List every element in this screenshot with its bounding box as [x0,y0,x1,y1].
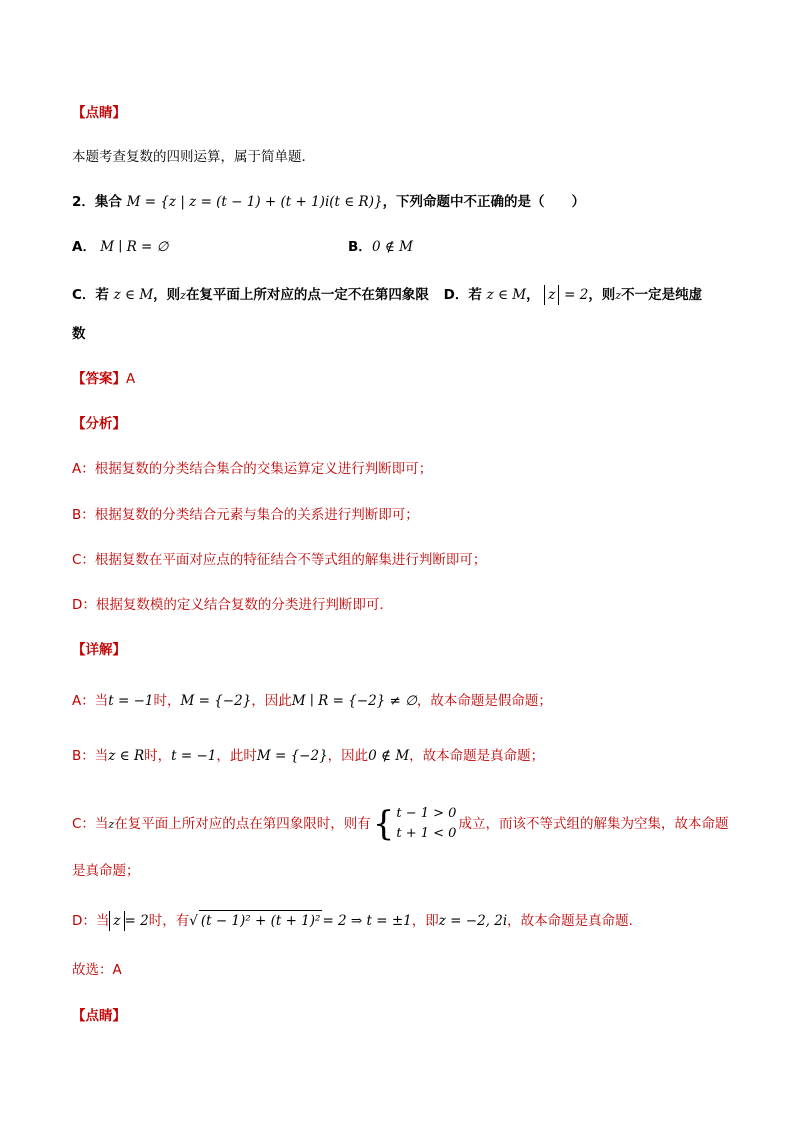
dianjing-heading-top [72,103,126,123]
fenxi-heading: 【分析】 [72,416,126,432]
xiangjie-heading: 【详解】 [72,642,126,658]
answer-value: A [126,371,136,387]
option-b-expr: 0 ∉ M [372,239,413,255]
conclusion: 故选：A [72,962,122,978]
set-expression: M = {z | z = (t − 1) + (t + 1)i(t ∈ R)} [126,194,383,210]
dianjing-tag: 【点睛】 [72,105,126,121]
dianjing-heading-bottom: 【点睛】 [72,1008,126,1024]
options-ab: A． M ∣ R = ∅ B． 0 ∉ M [72,239,413,255]
detail-b: B：当z ∈ R时，t = −1，此时M = {−2}，因此0 ∉ M，故本命题是真命题； [72,748,545,764]
question-stem: 2．集合 M = {z | z = (t − 1) + (t + 1)i(t ∈ R)}，下列命题中不正确的是（ ） [72,194,586,210]
detail-d: D：当 z = 2时，有√ (t − 1)² + (t + 1)² = 2 ⇒ t = ±1，即z = −2, 2i，故本命题是真命题. [72,910,633,931]
answer-tag: 【答案】 [72,371,126,387]
detail-a: A：当t = −1时，M = {−2}，因此M ∣ R = {−2} ≠ ∅，故本命题是假命题； [72,693,552,709]
answer-line [72,369,135,389]
inequality-system: { t − 1 > 0 t + 1 < 0 [372,804,457,844]
detail-c: C：当z在复平面上所对应的点在第四象限时，则有 { t − 1 > 0 t + 1 < 0 成立，而该不等式组的解集为空集，故本命题 [72,804,729,844]
analysis-a: A：根据复数的分类结合集合的交集运算定义进行判断即可； [72,461,433,477]
analysis-d: D：根据复数模的定义结合复数的分类进行判断即可. [72,597,384,613]
dianjing-text: 本题考查复数的四则运算，属于简单题. [72,149,306,165]
options-cd: C．若 z ∈ M，则z在复平面上所对应的点一定不在第四象限 D．若 z ∈ M， z = 2，则z不一定是纯虚 [72,287,703,303]
sqrt-expression: (t − 1)² + (t + 1)² [199,910,323,931]
analysis-b: B：根据复数的分类结合元素与集合的关系进行判断即可； [72,507,419,523]
option-d-continuation: 数 [72,326,86,342]
detail-c-continuation: 是真命题； [72,863,140,879]
option-a-expr: M ∣ R = ∅ [100,239,169,255]
analysis-c: C：根据复数在平面对应点的特征结合不等式组的解集进行判断即可； [72,552,487,568]
